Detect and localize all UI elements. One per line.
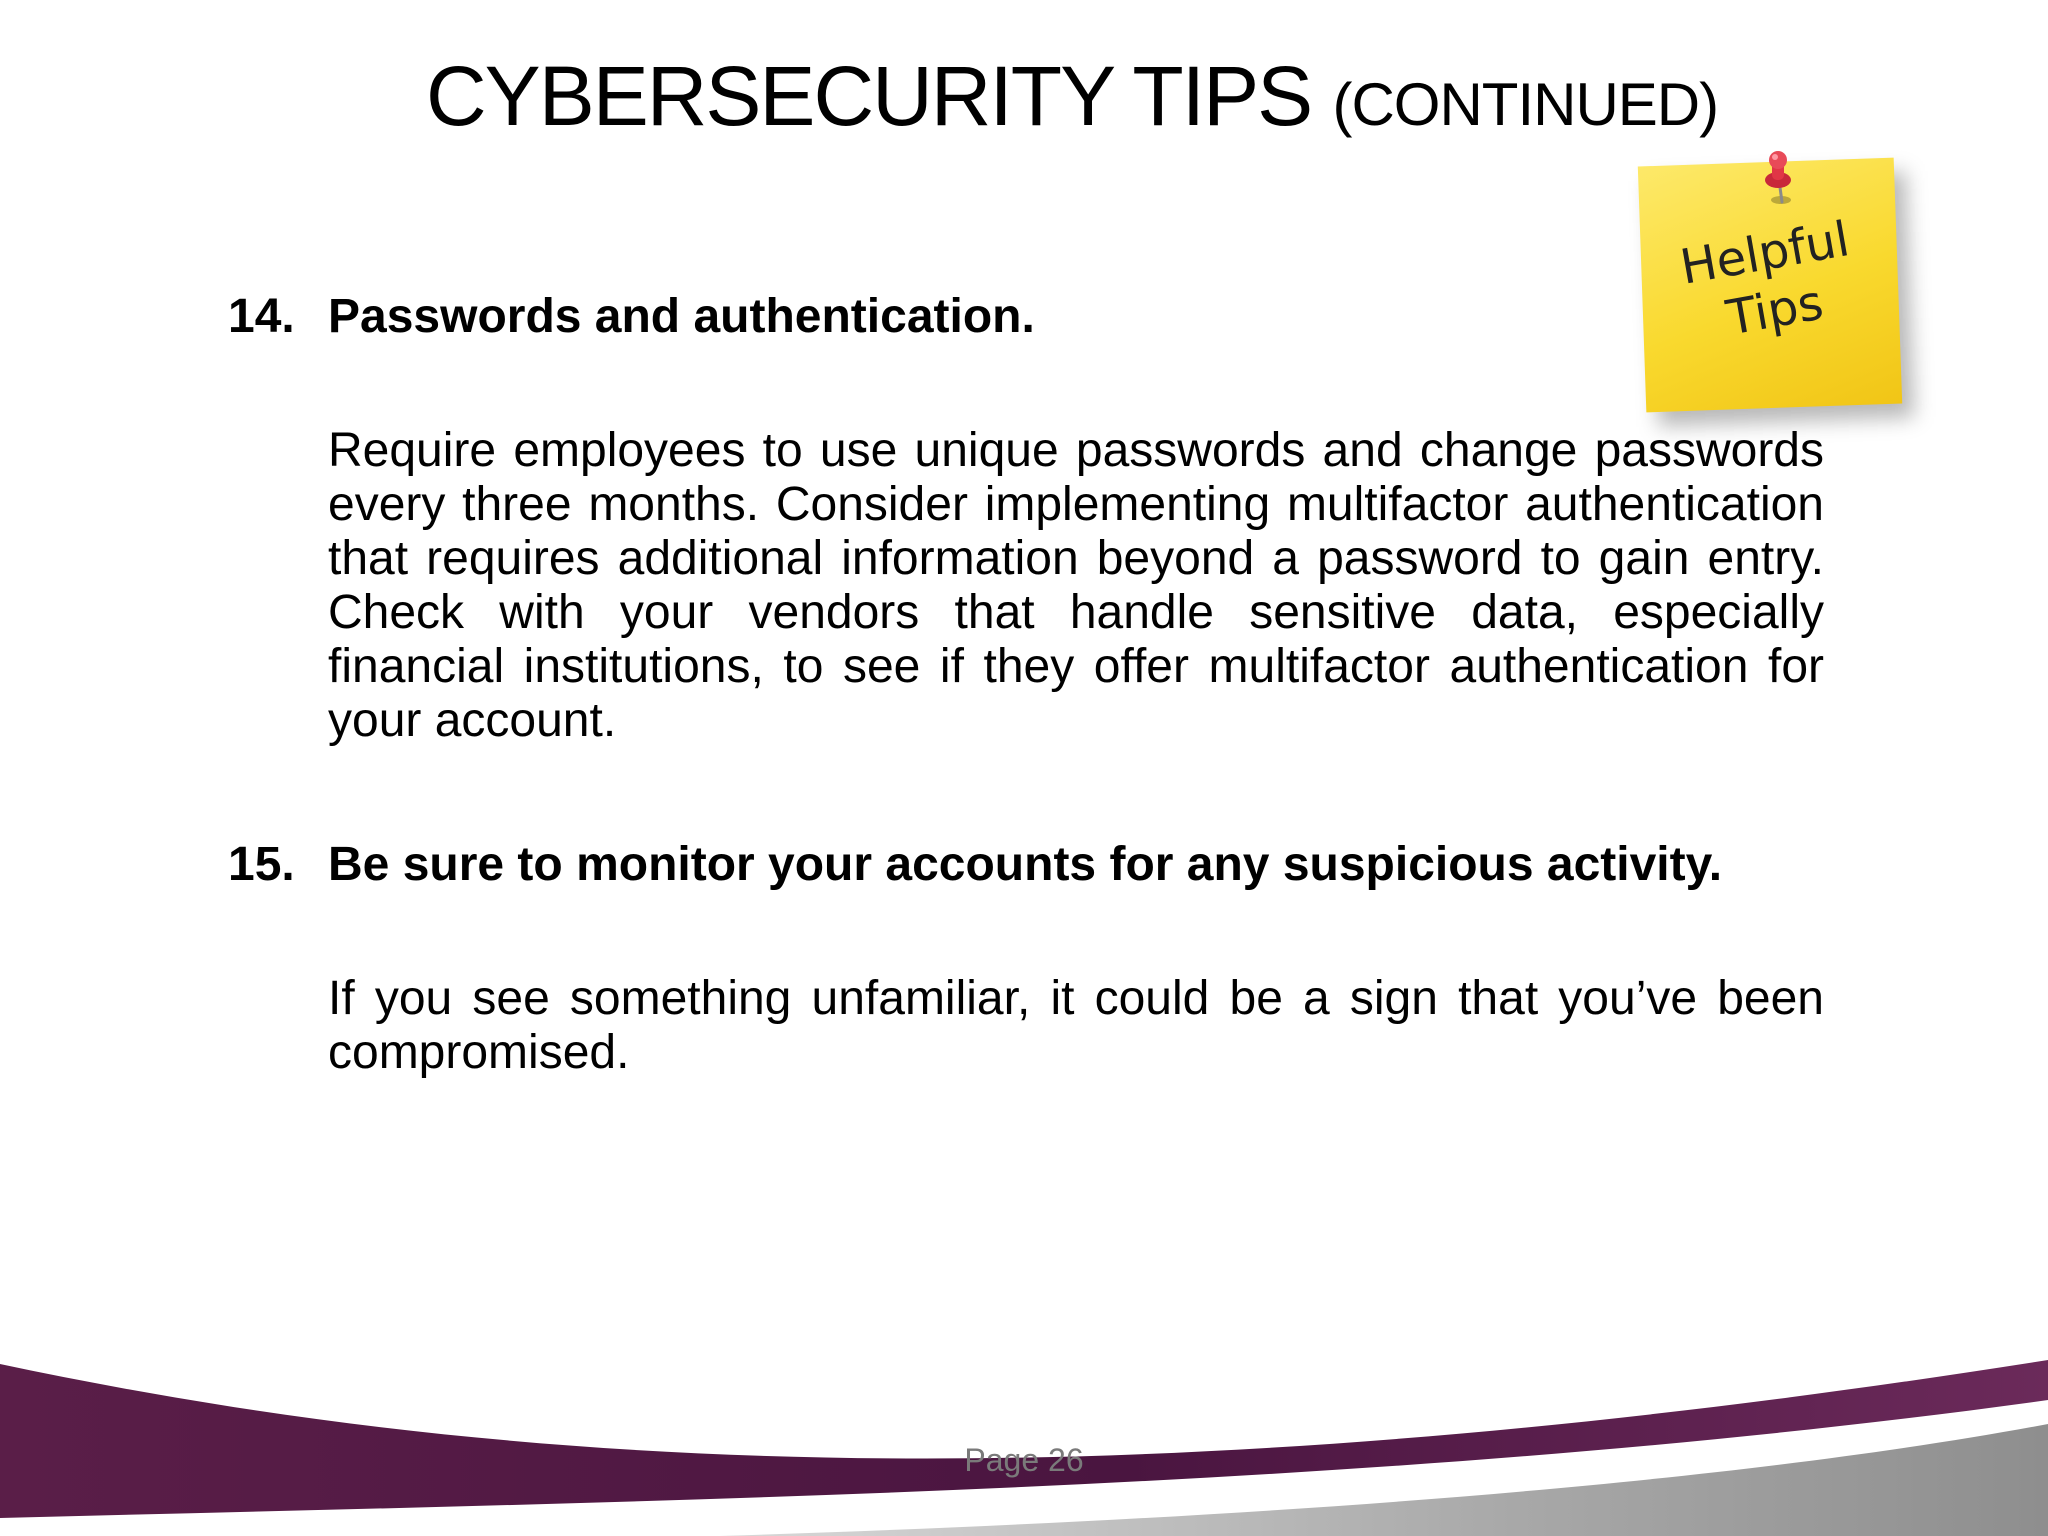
pushpin-icon — [1754, 150, 1804, 210]
slide-title-suffix: (CONTINUED) — [1332, 71, 1719, 138]
tip-heading-text: Be sure to monitor your accounts for any suspicious activity. — [328, 838, 1723, 891]
tip-item — [228, 838, 1824, 1080]
sticky-note-line-2: Tips — [1722, 274, 1828, 347]
sticky-note-text — [1634, 203, 1906, 362]
tip-heading — [228, 290, 1824, 344]
page-number: Page 26 — [964, 1442, 1084, 1478]
tip-heading — [228, 838, 1824, 892]
slide-title-main: CYBERSECURITY TIPS — [426, 49, 1312, 143]
footer-wave — [0, 1340, 2048, 1536]
sticky-note-line-1: Helpful — [1676, 211, 1854, 296]
helpful-tips-sticky-note — [1632, 150, 1932, 440]
tip-heading-text: Passwords and authentication. — [328, 290, 1035, 343]
tip-body: If you see something unfamiliar, it could be a sign that you’ve been compromised. — [328, 972, 1824, 1079]
tip-item — [228, 290, 1824, 748]
slide-title — [426, 48, 1826, 153]
tip-body: Require employees to use unique passwords and change passwords every three months. Consider implementing multifactor authentication that requires additional information beyond a password to gain entry. Check with your vendors that handle sensitive data, especially financial institutions, to see if they offer multifactor authentication for your account. — [328, 424, 1824, 747]
tip-number: 15. — [228, 838, 295, 891]
tip-number: 14. — [228, 290, 295, 343]
